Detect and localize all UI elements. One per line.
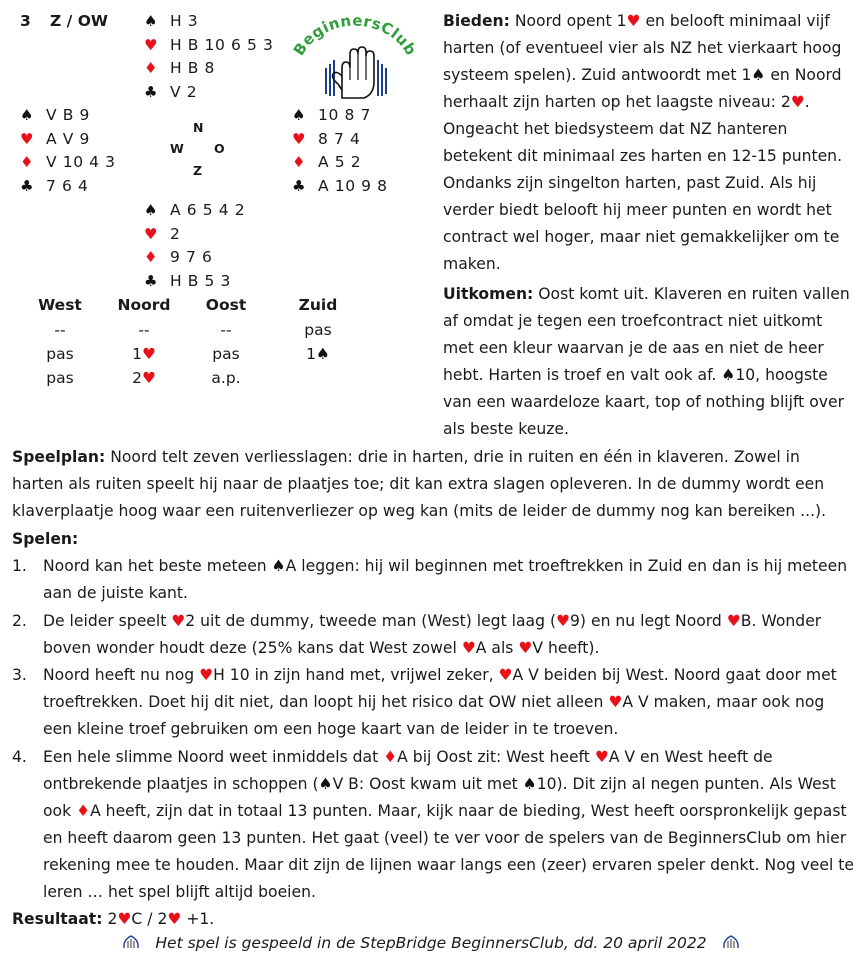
spade-icon: ♠	[19, 106, 35, 124]
bid-header-noord: Noord	[117, 296, 171, 314]
heart-icon: ♥	[461, 639, 476, 657]
heart-icon: ♥	[143, 224, 159, 243]
deal-number: 3	[20, 12, 31, 30]
resultaat-label: Resultaat:	[12, 910, 103, 928]
heart-icon: ♥	[291, 129, 307, 148]
heart-icon: ♥	[626, 12, 641, 30]
club-icon: ♣	[143, 271, 159, 290]
diamond-icon: ♦	[143, 248, 159, 266]
bid-cell: --	[220, 321, 232, 339]
heart-icon: ♥	[141, 345, 156, 363]
hand-icon	[722, 934, 740, 950]
club-icon: ♣	[143, 82, 159, 101]
spade-icon: ♠	[522, 775, 537, 793]
hand-icon	[122, 934, 140, 950]
spade-icon: ♠	[271, 557, 286, 575]
heart-icon: ♥	[594, 748, 609, 766]
spade-icon: ♠	[318, 775, 333, 793]
bid-cell: 1♠	[306, 345, 330, 363]
bieden-paragraph: Bieden: Noord opent 1♥ en belooft minimaal vijf harten (of eventueel vier als NZ het vierkaart hoog systeem spelen). Zuid antwoordt met 1♠ en Noord herhaalt zijn harten op het laagste niveau: 2♥. Ongeacht het biedsysteem dat NZ hanteren betekent dit minimaal zes harten en 12-15 punten. Ondanks zijn singelton harten, past Zuid. Als hij verder biedt belooft hij meer punten en wordt het contract wel hoger, maar niet gemakkelijker om te maken.	[443, 12, 843, 273]
bieden-label: Bieden:	[443, 12, 510, 30]
north-hand: ♠ H 3 ♥ H B 10 6 5 3 ♦ H B 8 ♣ V 2	[142, 10, 273, 104]
heart-icon: ♥	[790, 93, 805, 111]
club-icon: ♣	[291, 176, 307, 195]
bid-cell: pas	[212, 345, 240, 363]
diamond-icon: ♦	[143, 59, 159, 77]
heart-icon: ♥	[117, 910, 132, 928]
footer	[0, 934, 862, 952]
spelen-label: Spelen:	[12, 530, 79, 548]
speelplan-label: Speelplan:	[12, 448, 106, 466]
bid-cell: pas	[304, 321, 332, 339]
heart-icon: ♥	[143, 35, 159, 54]
spade-icon: ♠	[721, 366, 736, 384]
heart-icon: ♥	[556, 612, 571, 630]
diamond-icon: ♦	[383, 748, 398, 766]
footer-text: Het spel is gespeeld in de StepBridge BeginnersClub, dd. 20 april 2022	[155, 934, 707, 952]
speelplan-paragraph: Speelplan: Noord telt zeven verliesslagen: drie in harten, drie in ruiten en één in klaveren. Zowel in harten als ruiten speelt hij naar de plaatjes toe; dit kan extra slagen opleveren. In de dummy wordt een klaverplaatje hoog waar een ruitenverliezer op weg kan (mits de leider de dummy nog kan bereiken ...).	[12, 448, 827, 520]
heart-icon: ♥	[498, 666, 513, 684]
diamond-icon: ♦	[19, 153, 35, 171]
spade-icon: ♠	[315, 345, 330, 363]
compass-south: Z	[193, 163, 203, 178]
bid-header-zuid: Zuid	[298, 296, 338, 314]
diamond-icon: ♦	[76, 802, 91, 820]
bid-header-oost: Oost	[205, 296, 247, 314]
compass-east: O	[214, 141, 225, 156]
beginnersclub-logo	[290, 6, 420, 106]
uitkomen-paragraph: Uitkomen: Oost komt uit. Klaveren en ruiten vallen af omdat je tegen een troefcontract niet uitkomt met een kleur waarvan je de aas en niet de heer hebt. Harten is troef en valt ook af. ♠10, hoogste van een waardeloze kaart, top of nothing blijft over als beste keuze.	[443, 285, 850, 438]
bid-cell: a.p.	[211, 369, 241, 387]
heart-icon: ♥	[726, 612, 741, 630]
spade-icon: ♠	[291, 106, 307, 124]
compass-west: W	[170, 141, 184, 156]
spade-icon: ♠	[751, 66, 766, 84]
bid-cell: 1♥	[132, 345, 156, 363]
bid-cell: --	[138, 321, 150, 339]
dealer-vulnerability: Z / OW	[50, 12, 108, 30]
spade-icon: ♠	[143, 201, 159, 219]
heart-icon: ♥	[518, 639, 533, 657]
heart-icon: ♥	[141, 369, 156, 387]
bid-header-west: West	[38, 296, 82, 314]
heart-icon: ♥	[167, 910, 182, 928]
heart-icon: ♥	[199, 666, 214, 684]
south-hand: ♠ A 6 5 4 2 ♥ 2 ♦ 9 7 6 ♣ H B 5 3	[142, 199, 245, 293]
compass-north: N	[193, 120, 204, 135]
bid-cell: pas	[46, 369, 74, 387]
resultaat-line: Resultaat: 2♥C / 2♥ +1.	[12, 910, 215, 928]
svg-text:BeginnersClub: BeginnersClub	[290, 11, 420, 59]
club-icon: ♣	[19, 176, 35, 195]
bid-cell: 2♥	[132, 369, 156, 387]
heart-icon: ♥	[19, 129, 35, 148]
bid-cell: --	[54, 321, 66, 339]
west-hand: ♠ V B 9 ♥ A V 9 ♦ V 10 4 3 ♣ 7 6 4	[18, 104, 116, 198]
spade-icon: ♠	[143, 12, 159, 30]
uitkomen-label: Uitkomen:	[443, 285, 534, 303]
east-hand: ♠ 10 8 7 ♥ 8 7 4 ♦ A 5 2 ♣ A 10 9 8	[290, 104, 388, 198]
bid-cell: pas	[46, 345, 74, 363]
diamond-icon: ♦	[291, 153, 307, 171]
heart-icon: ♥	[608, 693, 623, 711]
heart-icon: ♥	[171, 612, 186, 630]
